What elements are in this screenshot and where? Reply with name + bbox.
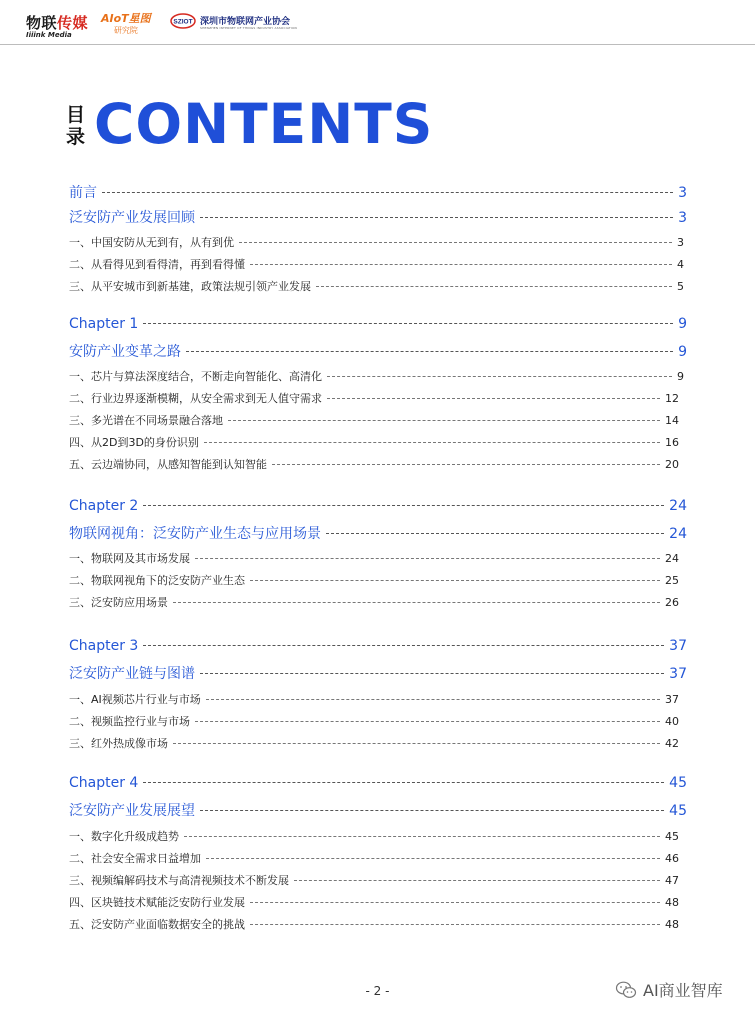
sziot-badge-icon bbox=[170, 12, 196, 30]
toc-leader bbox=[316, 286, 672, 287]
toc-leader bbox=[250, 264, 672, 265]
toc-label: 泛安防产业链与图谱 bbox=[69, 666, 195, 682]
toc-label: Chapter 2 bbox=[69, 498, 139, 514]
toc-page-number: 24 bbox=[665, 552, 679, 565]
toc-page-number: 9 bbox=[677, 370, 684, 383]
toc-page-number: 45 bbox=[669, 803, 687, 819]
toc-page-number: 3 bbox=[678, 210, 687, 226]
toc-label: 五、泛安防产业面临数据安全的挑战 bbox=[69, 918, 245, 931]
toc-leader bbox=[143, 782, 664, 783]
toc-subentry[interactable] bbox=[69, 894, 679, 910]
logo-iiiink-media bbox=[26, 12, 88, 39]
logo3-en: SHENZHEN INTERNET OF THINGS INDUSTRY ASSOCIATION bbox=[200, 26, 298, 30]
toc-subentry[interactable] bbox=[69, 256, 684, 272]
toc-heading[interactable] bbox=[69, 800, 687, 820]
toc-label: 泛安防产业发展回顾 bbox=[69, 210, 195, 226]
toc-label: 泛安防产业发展展望 bbox=[69, 803, 195, 819]
toc-page-number: 25 bbox=[665, 574, 679, 587]
toc-page-number: 24 bbox=[669, 526, 687, 542]
toc-leader bbox=[206, 699, 660, 700]
watermark-text: AI商业智库 bbox=[643, 981, 723, 1000]
toc-leader bbox=[102, 192, 673, 193]
toc-leader bbox=[250, 924, 660, 925]
toc-subentry[interactable] bbox=[69, 434, 679, 450]
toc-subentry[interactable] bbox=[69, 850, 679, 866]
header-divider bbox=[0, 44, 755, 45]
toc-page-number: 46 bbox=[665, 852, 679, 865]
toc-leader bbox=[294, 880, 660, 881]
toc-page-number: 16 bbox=[665, 436, 679, 449]
toc-leader bbox=[195, 558, 660, 559]
toc-label: 三、多光谱在不同场景融合落地 bbox=[69, 414, 223, 427]
page-number: - 2 - bbox=[365, 984, 390, 998]
toc-page-number: 9 bbox=[678, 316, 687, 332]
toc-subentry[interactable] bbox=[69, 278, 684, 294]
toc-leader bbox=[206, 858, 660, 859]
toc-page-number: 37 bbox=[669, 638, 687, 654]
watermark bbox=[615, 978, 723, 1001]
toc-leader bbox=[239, 242, 672, 243]
logo2-sub: 研究院 bbox=[113, 26, 138, 35]
toc-heading[interactable] bbox=[69, 638, 687, 654]
toc-page-number: 37 bbox=[665, 693, 679, 706]
sziot-badge-text: SZIOT bbox=[173, 18, 193, 26]
toc-label: 二、行业边界逐渐模糊，从安全需求到无人值守需求 bbox=[69, 392, 322, 405]
toc-label: 五、云边端协同，从感知智能到认知智能 bbox=[69, 458, 267, 471]
toc-subentry[interactable] bbox=[69, 572, 679, 588]
toc-subentry[interactable] bbox=[69, 872, 679, 888]
toc-label: 一、中国安防从无到有，从有到优 bbox=[69, 236, 234, 249]
toc-heading[interactable] bbox=[69, 182, 687, 202]
toc-subentry[interactable] bbox=[69, 691, 679, 707]
toc-subentry[interactable] bbox=[69, 368, 684, 384]
toc-leader bbox=[186, 351, 673, 352]
toc-label: Chapter 4 bbox=[69, 775, 139, 791]
toc-page-number: 42 bbox=[665, 737, 679, 750]
toc-page-number: 47 bbox=[665, 874, 679, 887]
toc-subentry[interactable] bbox=[69, 412, 679, 428]
toc-subentry[interactable] bbox=[69, 735, 679, 751]
toc-leader bbox=[143, 505, 664, 506]
toc-leader bbox=[250, 902, 660, 903]
toc-leader bbox=[272, 464, 660, 465]
toc-label: 一、物联网及其市场发展 bbox=[69, 552, 190, 565]
toc-leader bbox=[204, 442, 660, 443]
toc-subentry[interactable] bbox=[69, 234, 684, 250]
toc-heading[interactable] bbox=[69, 775, 687, 791]
logo-en-text: Iiiink Media bbox=[26, 31, 72, 39]
toc-page-number: 45 bbox=[665, 830, 679, 843]
toc-leader bbox=[195, 721, 660, 722]
toc-leader bbox=[173, 743, 660, 744]
toc-page-number: 48 bbox=[665, 918, 679, 931]
toc-heading[interactable] bbox=[69, 207, 687, 227]
toc-label: 四、区块链技术赋能泛安防行业发展 bbox=[69, 896, 245, 909]
toc-label: 二、社会安全需求日益增加 bbox=[69, 852, 201, 865]
toc-leader bbox=[326, 533, 664, 534]
logo-text-black: 物联 bbox=[26, 14, 58, 32]
toc-heading[interactable] bbox=[69, 498, 687, 514]
title-cn: 目录 bbox=[66, 104, 86, 148]
toc-page-number: 45 bbox=[669, 775, 687, 791]
toc-page-number: 4 bbox=[677, 258, 684, 271]
toc-heading[interactable] bbox=[69, 523, 687, 543]
toc-label: 二、从看得见到看得清，再到看得懂 bbox=[69, 258, 245, 271]
logo-text-red: 传媒 bbox=[57, 14, 89, 32]
toc-page-number: 24 bbox=[669, 498, 687, 514]
wechat-icon bbox=[615, 980, 637, 1000]
page-header bbox=[0, 0, 755, 44]
toc-page-number: 3 bbox=[677, 236, 684, 249]
toc-subentry[interactable] bbox=[69, 456, 679, 472]
toc-page-number: 3 bbox=[678, 185, 687, 201]
toc-page-number: 26 bbox=[665, 596, 679, 609]
toc-page-number: 9 bbox=[678, 344, 687, 360]
toc-label: 三、从平安城市到新基建，政策法规引领产业发展 bbox=[69, 280, 311, 293]
toc-subentry[interactable] bbox=[69, 828, 679, 844]
logo3-cn: 深圳市物联网产业协会 bbox=[200, 17, 291, 27]
toc-leader bbox=[184, 836, 660, 837]
toc-label: Chapter 1 bbox=[69, 316, 139, 332]
toc-label: 二、物联网视角下的泛安防产业生态 bbox=[69, 574, 245, 587]
toc-label: 物联网视角：泛安防产业生态与应用场景 bbox=[69, 526, 321, 542]
toc-label: 四、从2D到3D的身份识别 bbox=[69, 436, 199, 449]
toc-leader bbox=[200, 673, 664, 674]
logo2-name: AIoT星图 bbox=[101, 12, 151, 25]
toc-label: 三、红外热成像市场 bbox=[69, 737, 168, 750]
toc-heading[interactable] bbox=[69, 316, 687, 332]
toc-page-number: 37 bbox=[669, 666, 687, 682]
toc-leader bbox=[143, 645, 664, 646]
toc-subentry[interactable] bbox=[69, 916, 679, 932]
toc-subentry[interactable] bbox=[69, 594, 679, 610]
logo-aiot-xingtu bbox=[101, 10, 151, 36]
toc-leader bbox=[327, 398, 660, 399]
toc-leader bbox=[327, 376, 672, 377]
toc-label: 一、芯片与算法深度结合，不断走向智能化、高清化 bbox=[69, 370, 322, 383]
toc-leader bbox=[200, 810, 664, 811]
toc-page-number: 40 bbox=[665, 715, 679, 728]
toc-label: 三、视频编解码技术与高清视频技术不断发展 bbox=[69, 874, 289, 887]
toc-heading[interactable] bbox=[69, 663, 687, 683]
toc-label: 安防产业变革之路 bbox=[69, 344, 181, 360]
toc-page-number: 14 bbox=[665, 414, 679, 427]
toc-leader bbox=[143, 323, 673, 324]
toc-label: 一、数字化升级成趋势 bbox=[69, 830, 179, 843]
toc-page-number: 48 bbox=[665, 896, 679, 909]
toc-label: 前言 bbox=[69, 185, 97, 201]
toc-heading[interactable] bbox=[69, 341, 687, 361]
toc-label: 一、AI视频芯片行业与市场 bbox=[69, 693, 201, 706]
toc-subentry[interactable] bbox=[69, 713, 679, 729]
toc-leader bbox=[173, 602, 660, 603]
toc-leader bbox=[250, 580, 660, 581]
toc-page-number: 20 bbox=[665, 458, 679, 471]
toc-label: Chapter 3 bbox=[69, 638, 139, 654]
toc-leader bbox=[228, 420, 660, 421]
toc-subentry[interactable] bbox=[69, 390, 679, 406]
toc-page-number: 5 bbox=[677, 280, 684, 293]
title-en: CONTENTS bbox=[94, 92, 434, 156]
toc-label: 三、泛安防应用场景 bbox=[69, 596, 168, 609]
toc-leader bbox=[200, 217, 673, 218]
toc-label: 二、视频监控行业与市场 bbox=[69, 715, 190, 728]
toc-subentry[interactable] bbox=[69, 550, 679, 566]
toc-page-number: 12 bbox=[665, 392, 679, 405]
